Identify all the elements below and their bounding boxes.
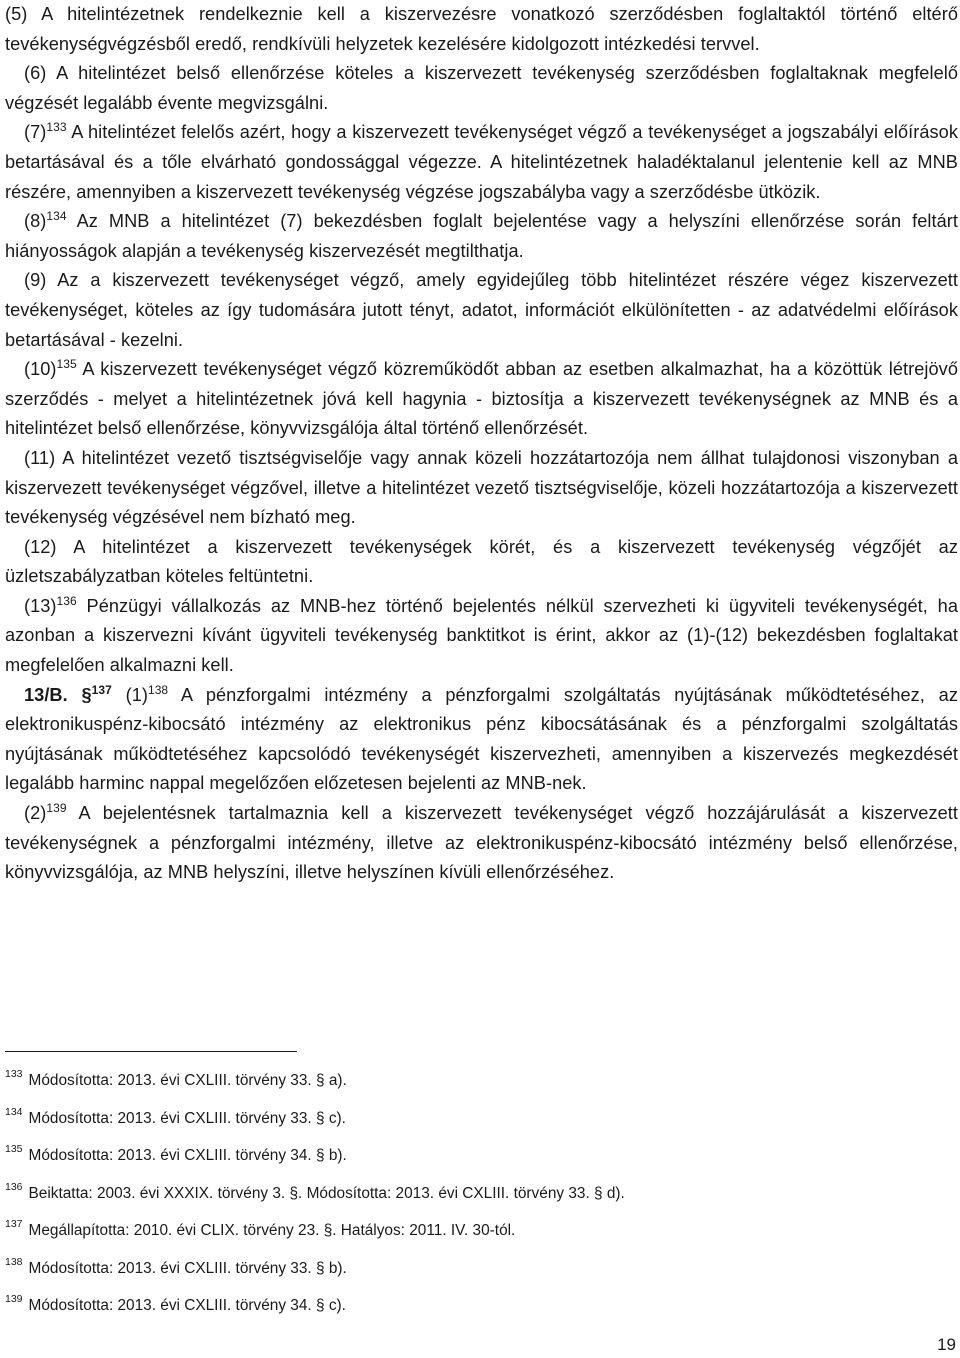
paragraph-13: [5, 592, 958, 681]
footnote-ref[interactable]: 136: [56, 593, 77, 608]
paragraph-9: [5, 266, 958, 355]
footnote-ref[interactable]: 134: [46, 209, 67, 224]
footnote-ref[interactable]: 137: [91, 682, 112, 697]
section-label: 13/B. §: [24, 684, 92, 705]
paragraph-text: (6) A hitelintézet belső ellenőrzése köteles a kiszervezett tevékenység szerződésben foglaltaknak megfelelő végzését legalább évente megvizsgálni.: [5, 63, 958, 113]
page-number: 19: [937, 1335, 956, 1354]
footnote-text: Beiktatta: 2003. évi XXXIX. törvény 3. §. Módosította: 2013. évi CXLIII. törvény 33. § d).: [28, 1184, 625, 1202]
footnote-number: 137: [5, 1218, 23, 1230]
footnote-separator: [5, 1051, 297, 1052]
body-text: [5, 0, 958, 888]
footnote-text: Módosította: 2013. évi CXLIII. törvény 33. § b).: [28, 1259, 347, 1277]
footnote-number: 136: [5, 1180, 23, 1193]
footnote-text: Módosította: 2013. évi CXLIII. törvény 34. § c).: [28, 1297, 346, 1314]
document-page: [5, 0, 958, 1358]
footnote-item: [5, 1250, 945, 1288]
paragraph-label: (10): [24, 359, 57, 380]
paragraph-text: A hitelintézet felelős azért, hogy a kiszervezett tevékenységet végző a tevékenységet a jogszabályi előírások betartásával és a tőle elvárható gondossággal végezze. A hitelintézetnek haladéktalanul jelentenie kell az MNB részére, amennyiben a kiszervezett tevékenység végzése jogszabályba vagy a szerződésbe ütközik.: [5, 122, 958, 202]
footnote-ref[interactable]: 139: [46, 801, 67, 816]
footnote-item: [5, 1137, 945, 1175]
footnote-text: Megállapította: 2010. évi CLIX. törvény 23. §. Hatályos: 2011. IV. 30-tól.: [28, 1222, 516, 1239]
paragraph-text: (11) A hitelintézet vezető tisztségviselője vagy annak közeli hozzátartozója nem állhat tulajdonosi viszonyban a kiszervezett tevékenységet végzővel, illetve a hitelintézet vezető tisztségviselője, közeli hozzátartozója a kiszervezett tevékenység végzésével nem bízható meg.: [5, 447, 958, 528]
paragraph-label: (8): [24, 211, 47, 232]
paragraph-text: (9) Az a kiszervezett tevékenységet végző, amely egyidejűleg több hitelintézet részére végez kiszervezett tevékenységet, köteles az így tudomására jutott tényt, adatot, információt elkülönítetten - az adatvédelmi előírások betartásával - kezelni.: [5, 270, 958, 350]
paragraph-text: A kiszervezett tevékenységet végző közreműködőt abban az esetben alkalmazhat, ha a közöttük létrejövő szerződés - melyet a hitelintézetnek jóvá kell hagynia - biztosítja a kiszervezett tevékenységnek az MNB és a hitelintézet belső ellenőrzése, könyvvizsgálója által történő ellenőrzését.: [5, 359, 958, 439]
paragraph-label: (7): [24, 122, 47, 143]
footnote-item: [5, 1062, 945, 1100]
paragraph-text: Pénzügyi vállalkozás az MNB-hez történő bejelentés nélkül szervezheti ki ügyviteli tevékenységét, ha azonban a kiszervezni kívánt ügyviteli tevékenység banktitkot is érint, akkor az (1)-(12) bekezdésben foglaltakat megfelelően alkalmazni kell.: [5, 595, 958, 676]
section-13b-paragraph-2: [5, 799, 958, 888]
footnote-ref[interactable]: 135: [56, 357, 77, 372]
paragraph-5: [5, 0, 958, 59]
paragraph-8: [5, 207, 958, 266]
paragraph-text: A pénzforgalmi intézmény a pénzforgalmi szolgáltatás nyújtásának működtetéséhez, az elektronikuspénz-kibocsátó intézmény az elektronikus pénz kibocsátásának és a pénzforgalmi szolgáltatás nyújtásának működtetéséhez kapcsolódó tevékenységét kiszervezheti, amennyiben a kiszervezés megkezdését legalább harminc nappal megelőzően előzetesen bejelenti az MNB-nek.: [5, 684, 958, 794]
footnote-number: 134: [5, 1105, 23, 1118]
footnote-item: [5, 1175, 945, 1213]
paragraph-label: (2): [24, 803, 47, 824]
paragraph-6: [5, 59, 958, 118]
footnote-item: [5, 1287, 945, 1325]
paragraph-text: (12) A hitelintézet a kiszervezett tevékenységek körét, és a kiszervezett tevékenység végzőjét az üzletszabályzatban köteles feltüntetni.: [5, 536, 958, 587]
paragraph-text: A bejelentésnek tartalmaznia kell a kiszervezett tevékenységet végző hozzájárulását a kiszervezett tevékenységnek a pénzforgalmi intézmény, illetve az elektronikuspénz-kibocsátó intézmény belső ellenőrzése, könyvvizsgálója, az MNB helyszíni, illetve helyszínen kívüli ellenőrzéséhez.: [5, 803, 958, 883]
paragraph-text: Az MNB a hitelintézet (7) bekezdésben foglalt bejelentése vagy a helyszíni ellenőrzése során feltárt hiányosságok alapján a tevékenység kiszervezését megtilthatja.: [5, 211, 958, 261]
footnote-ref[interactable]: 138: [147, 682, 169, 697]
paragraph-label: (1): [125, 684, 148, 705]
footnote-item: [5, 1212, 945, 1250]
footnote-text: Módosította: 2013. évi CXLIII. törvény 33. § a).: [28, 1072, 347, 1089]
section-13b-paragraph-1: [5, 681, 958, 799]
footnote-text: Módosította: 2013. évi CXLIII. törvény 34. § b).: [28, 1147, 347, 1164]
paragraph-12: [5, 533, 958, 592]
footnote-text: Módosította: 2013. évi CXLIII. törvény 33. § c).: [28, 1109, 346, 1127]
footnote-item: [5, 1100, 945, 1138]
paragraph-label: (13): [24, 595, 57, 616]
footnote-ref[interactable]: 133: [46, 120, 67, 135]
paragraph-10: [5, 355, 958, 444]
paragraph-7: [5, 118, 958, 207]
footnote-number: 135: [5, 1143, 23, 1155]
footnotes: [5, 1062, 945, 1325]
footnote-number: 133: [5, 1068, 23, 1080]
paragraph-text: (5) A hitelintézetnek rendelkeznie kell a kiszervezésre vonatkozó szerződésben foglaltaktól történő eltérő tevékenységvégzésből eredő, rendkívüli helyzetek kezelésére kidolgozott intézkedési tervvel.: [5, 4, 958, 54]
paragraph-11: [5, 444, 958, 533]
footnote-number: 139: [5, 1293, 23, 1305]
footnote-number: 138: [5, 1255, 23, 1268]
